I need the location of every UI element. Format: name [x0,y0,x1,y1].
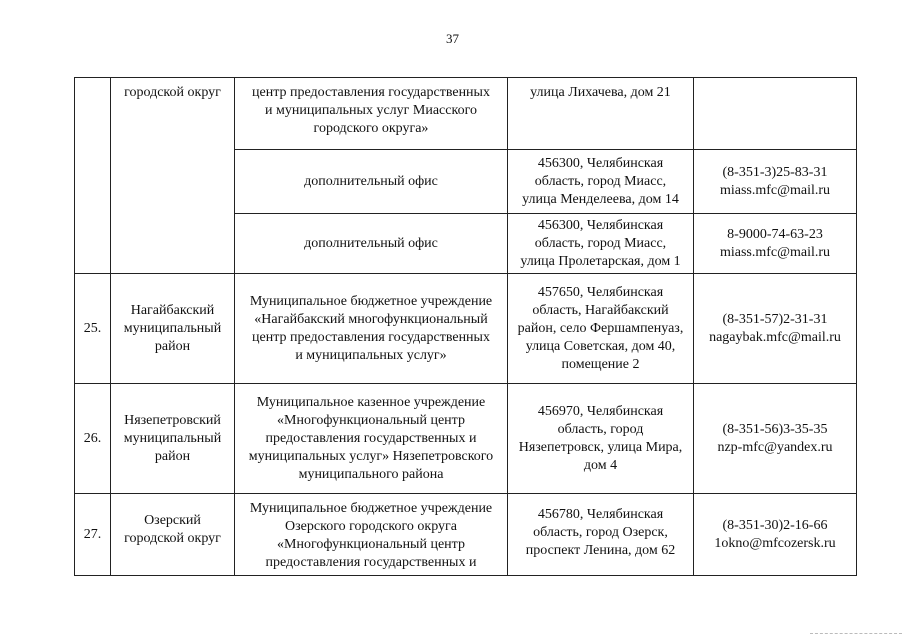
institution-line: предоставления государственных и [265,555,477,570]
address-line: улица Советская, дом 40, [525,338,676,354]
address-line: область, город Миасс, [534,235,667,251]
phone-text: (8-351-30)2-16-66 [722,517,828,533]
row-number-cell [75,494,111,576]
institution-line: и муниципальных услуг Миасского [265,103,477,118]
phone-text: (8-351-56)3-35-35 [722,421,828,437]
address-line: 456300, Челябинская [537,217,664,233]
row-number-cell [75,384,111,494]
table-row [75,384,857,494]
address-line: 456780, Челябинская [537,507,664,522]
institution-line: муниципального района [298,466,444,482]
address-line: улица Лихачева, дом 21 [530,85,671,100]
municipality-line: Нагайбакский [130,302,215,318]
institution-line: дополнительный офис [304,173,438,189]
municipality-cell [111,384,235,494]
address-line: дом 4 [583,457,618,473]
address-line: область, Нагайбакский [532,302,669,318]
municipality-cell [111,494,235,576]
institution-line: и муниципальных услуг» [295,347,447,363]
institution-line: центр предоставления государственных [252,329,490,345]
contacts-cell [694,384,857,494]
institution-line: Муниципальное бюджетное учреждение [249,501,493,516]
address-cell [508,78,694,150]
mfc-table [74,77,857,576]
address-line: Нязепетровск, улица Мира, [518,439,683,455]
municipality-cell [111,78,235,274]
address-cell [508,494,694,576]
address-line: улица Менделеева, дом 14 [522,191,679,207]
address-cell [508,214,694,274]
institution-cell [235,150,508,214]
address-line: 456300, Челябинская [537,155,664,171]
institution-line: «Нагайбакский многофункциональный [254,311,488,327]
institution-line: городского округа» [313,121,429,136]
email-text: nagaybak.mfc@mail.ru [709,329,841,345]
municipality-line: городской округ [124,85,221,100]
institution-line: «Многофункциональный центр [277,412,465,428]
institution-line: «Многофункциональный центр [277,537,465,552]
row-number-cell [75,274,111,384]
row-number: 25. [83,320,102,336]
institution-line: муниципальных услуг» Нязепетровского [248,448,494,464]
row-number: 27. [83,526,102,542]
phone-text: (8-351-3)25-83-31 [722,164,828,180]
email-text: 1okno@mfcozersk.ru [714,535,836,551]
email-text: miass.mfc@mail.ru [719,182,831,198]
institution-cell [235,78,508,150]
address-line: помещение 2 [561,356,640,372]
institution-line: Муниципальное бюджетное учреждение [249,293,493,309]
municipality-line: муниципальный [123,320,222,336]
email-text: miass.mfc@mail.ru [719,244,831,260]
address-cell [508,384,694,494]
contacts-cell [694,274,857,384]
institution-cell [235,494,508,576]
page-number: 37 [446,31,459,46]
phone-text: (8-351-57)2-31-31 [722,311,828,327]
municipality-line: район [154,338,191,354]
row-number: 26. [83,430,102,446]
contacts-cell [694,494,857,576]
institution-line: Муниципальное казенное учреждение [256,394,486,410]
municipality-cell [111,274,235,384]
address-cell [508,274,694,384]
contacts-cell [694,78,857,150]
institution-cell [235,214,508,274]
address-line: область, город Миасс, [534,173,667,189]
address-line: улица Пролетарская, дом 1 [520,253,681,269]
institution-line: Озерского городского округа [285,519,457,534]
address-line: проспект Ленина, дом 62 [525,543,676,558]
institution-line: центр предоставления государственных [252,85,490,100]
contacts-cell [694,150,857,214]
address-line: область, город [557,421,644,437]
row-number-cell [75,78,111,274]
email-text: nzp-mfc@yandex.ru [717,439,833,455]
address-line: район, село Фершампенуаз, [517,320,684,336]
address-line: 456970, Челябинская [537,403,664,419]
municipality-line: муниципальный [123,430,222,446]
contacts-cell [694,214,857,274]
municipality-line: район [154,448,191,464]
phone-text: 8-9000-74-63-23 [727,226,823,242]
institution-line: дополнительный офис [304,235,438,251]
institution-cell [235,274,508,384]
address-line: 457650, Челябинская [537,284,664,300]
municipality-line: Нязепетровский [124,412,221,428]
address-line: область, город Озерск, [533,525,668,540]
municipality-line: Озерский [144,513,201,528]
table-row [75,494,857,576]
table-row [75,78,857,150]
institution-cell [235,384,508,494]
institution-line: предоставления государственных и [265,430,477,446]
address-cell [508,150,694,214]
scan-edge-mark [810,633,902,637]
municipality-line: городской округ [124,531,221,546]
table-row [75,274,857,384]
